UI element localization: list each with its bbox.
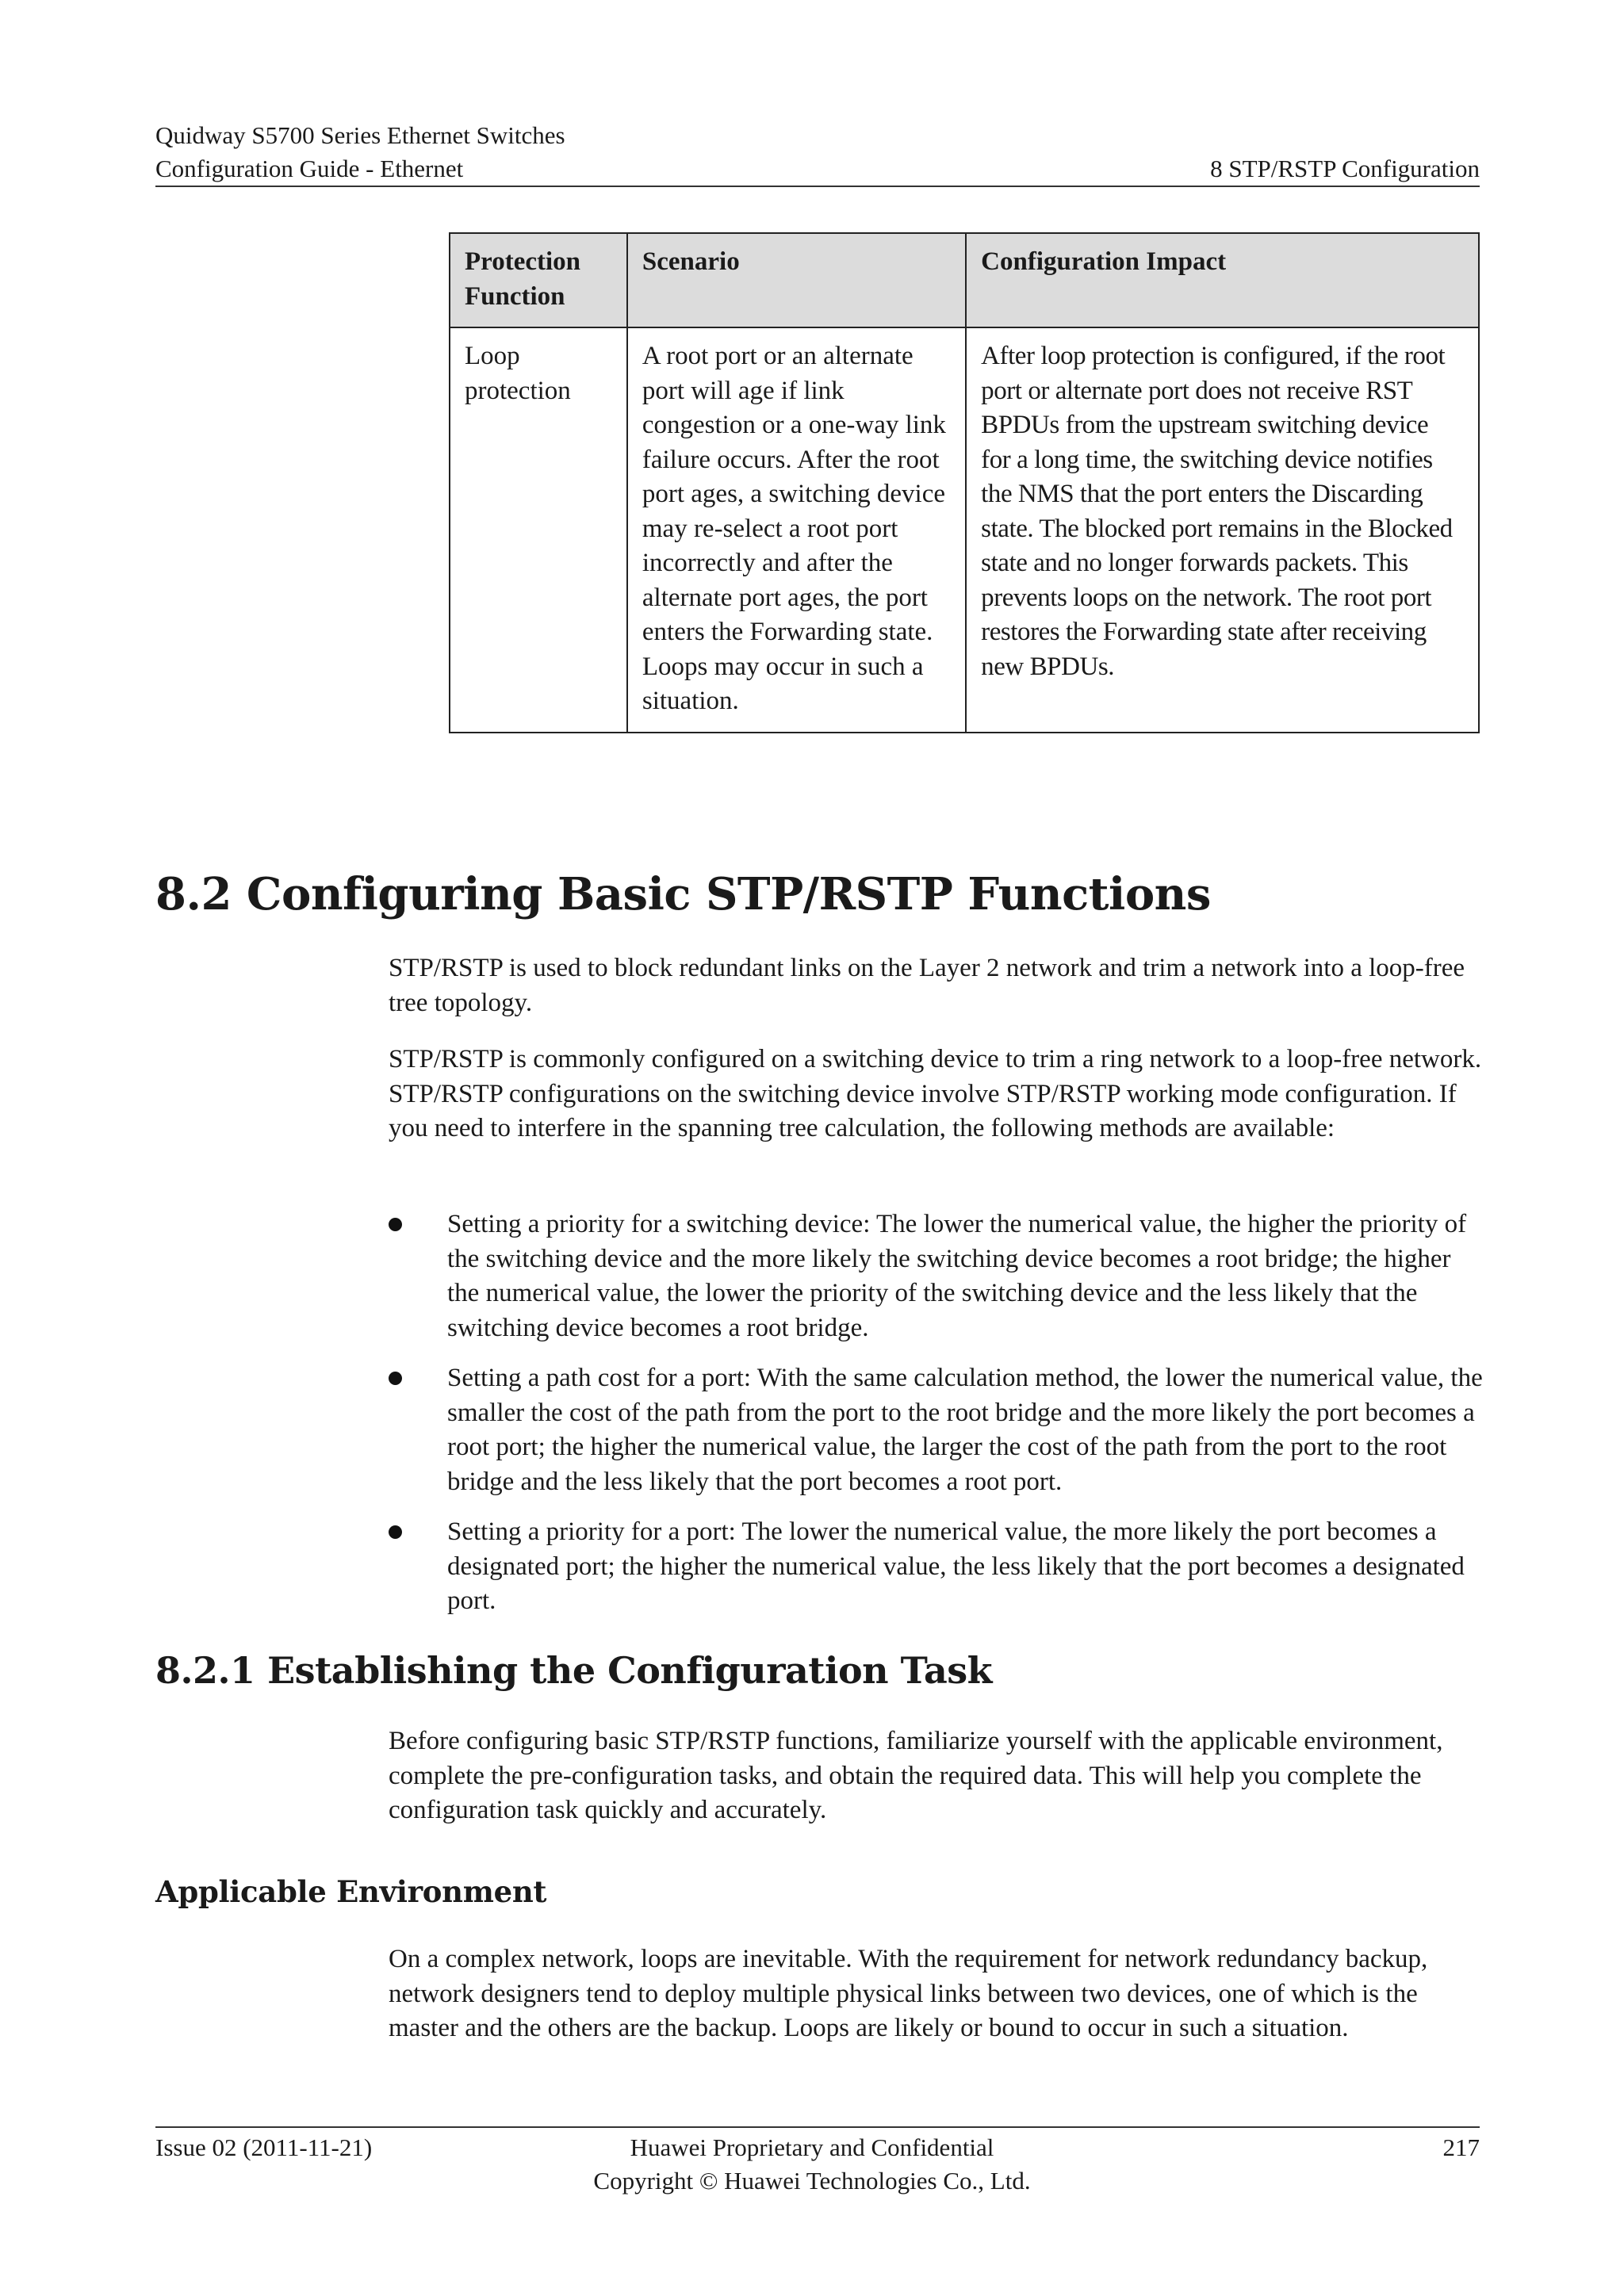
cell-impact: After loop protection is configured, if the root port or alternate port does not receive RST BPDUs from the upstream switching device for a long time, the switching device notifies the NMS that the port enters the Discarding state. The blocked port remains in the Blocked state and no longer forwards packets. This prevents loops on the network. The root port restores the Forwarding state after receiving new BPDUs. xyxy=(966,327,1479,733)
column-header-impact: Configuration Impact xyxy=(966,233,1479,327)
footer-proprietary: Huawei Proprietary and Confidential xyxy=(630,2133,994,2161)
subsection-paragraph: Before configuring basic STP/RSTP functions, familiarize yourself with the applicable environment, complete the pre-configuration tasks, and obtain the required data. This will help you complete the configuration task quickly and accurately. xyxy=(389,1727,1443,1824)
section-title: 8.2 Configuring Basic STP/RSTP Functions xyxy=(155,868,1211,920)
cell-scenario: A root port or an alternate port will age if link congestion or a one-way link failure occurs. After the root port ages, a switching device may re-select a root port incorrectly and after the alternate port ages, the port enters the Forwarding state. Loops may occur in such a situation. xyxy=(627,327,966,733)
bullet-text-port-priority: Setting a priority for a port: The lower the numerical value, the more likely the port becomes a designated port; the higher the numerical value, the less likely that the port becomes a designated port. xyxy=(447,1517,1465,1615)
environment-title: Applicable Environment xyxy=(155,1874,547,1909)
header-product: Quidway S5700 Series Ethernet Switches xyxy=(155,121,565,149)
column-header-function: Protection Function xyxy=(450,233,627,327)
bullet-icon xyxy=(389,1525,402,1539)
bullet-icon xyxy=(389,1372,402,1385)
section-paragraph-1: STP/RSTP is used to block redundant links on the Layer 2 network and trim a network into a loop-free tree topology. xyxy=(389,954,1465,1017)
cell-function: Loop protection xyxy=(450,327,627,733)
table-row xyxy=(450,327,1479,733)
section-paragraph-2: STP/RSTP is commonly configured on a switching device to trim a ring network to a loop-free network. STP/RSTP configurations on the switching device involve STP/RSTP working mode configuration. If you need to interfere in the spanning tree calculation, the following methods are available: xyxy=(389,1045,1482,1142)
bullet-text-switch-priority: Setting a priority for a switching device: The lower the numerical value, the higher the priority of the switching device and the more likely the switching device becomes a root bridge; the higher the numerical value, the lower the priority of the switching device and the less likely that the switching device becomes a root bridge. xyxy=(447,1210,1467,1342)
column-header-scenario: Scenario xyxy=(627,233,966,327)
environment-paragraph: On a complex network, loops are inevitable. With the requirement for network redundancy backup, network designers tend to deploy multiple physical links between two devices, one of which is the master and the others are the backup. Loops are likely or bound to occur in such a situation. xyxy=(389,1945,1428,2042)
list-item xyxy=(389,1207,1483,1345)
list-item xyxy=(389,1515,1483,1619)
header-chapter: 8 STP/RSTP Configuration xyxy=(1210,155,1480,182)
footer-rule xyxy=(155,2126,1480,2128)
footer-page-number: 217 xyxy=(1442,2133,1480,2161)
bullet-icon xyxy=(389,1218,402,1231)
header-guide: Configuration Guide - Ethernet xyxy=(155,155,464,182)
footer-issue: Issue 02 (2011-11-21) xyxy=(155,2133,373,2161)
header-rule xyxy=(155,186,1480,187)
list-item xyxy=(389,1361,1483,1499)
footer-copyright: Copyright © Huawei Technologies Co., Ltd. xyxy=(593,2167,1031,2195)
protection-table xyxy=(449,232,1480,733)
table-header-row xyxy=(450,233,1479,327)
subsection-title: 8.2.1 Establishing the Configuration Task xyxy=(155,1649,993,1692)
bullet-text-path-cost: Setting a path cost for a port: With the same calculation method, the lower the numerical value, the smaller the cost of the path from the port to the root bridge and the more likely the port becomes a root port; the higher the numerical value, the larger the cost of the path from the port to the root bridge and the less likely that the port becomes a root port. xyxy=(447,1364,1483,1496)
